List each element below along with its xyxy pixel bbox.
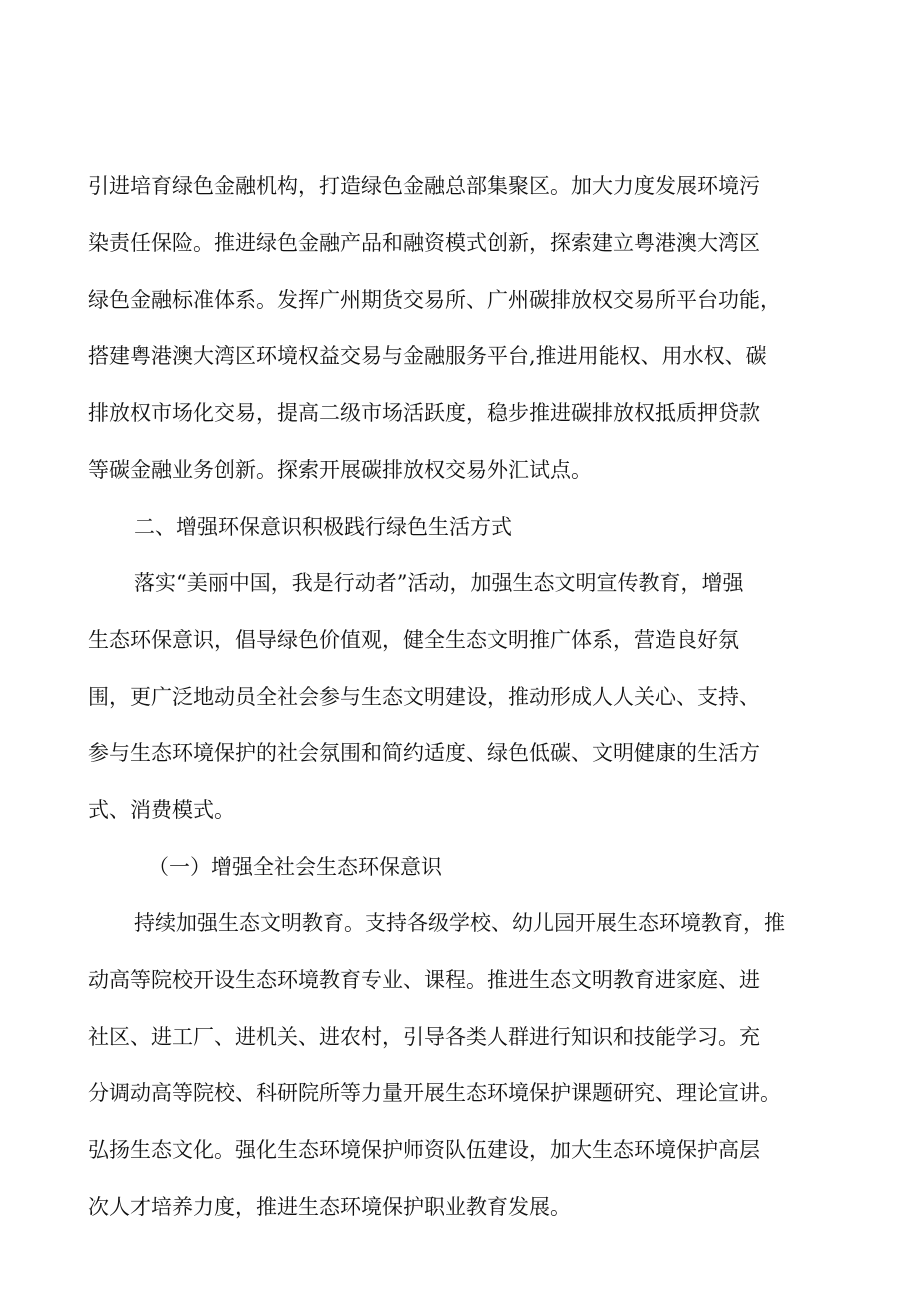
paragraph-line: 次人才培养力度，推进生态环境保护职业教育发展。 bbox=[88, 1195, 571, 1219]
paragraph-line: 围，更广泛地动员全社会参与生态文明建设，推动形成人人关心、支持、 bbox=[88, 685, 760, 709]
paragraph-line: 等碳金融业务创新。探索开展碳排放权交易外汇试点。 bbox=[88, 458, 592, 482]
paragraph-line: 落实“美丽中国，我是行动者”活动，加强生态文明宣传教育，增强 bbox=[134, 571, 744, 595]
section-heading: 二、增强环保意识积极践行绿色生活方式 bbox=[134, 515, 512, 539]
paragraph-line: 分调动高等院校、科研院所等力量开展生态环境保护课题研究、理论宣讲。 bbox=[88, 1081, 781, 1105]
paragraph-line: 持续加强生态文明教育。支持各级学校、幼儿园开展生态环境教育，推 bbox=[134, 911, 785, 935]
paragraph-line: 引进培育绿色金融机构，打造绿色金融总部集聚区。加大力度发展环境污 bbox=[88, 174, 760, 198]
paragraph-line: 绿色金融标准体系。发挥广州期货交易所、广州碳排放权交易所平台功能， bbox=[88, 288, 781, 312]
paragraph-line: 式、消费模式。 bbox=[88, 798, 235, 822]
paragraph-line: 参与生态环境保护的社会氛围和简约适度、绿色低碳、文明健康的生活方 bbox=[88, 741, 760, 765]
paragraph-line: 搭建粤港澳大湾区环境权益交易与金融服务平台,推进用能权、用水权、碳 bbox=[88, 344, 767, 368]
paragraph-line: 弘扬生态文化。强化生态环境保护师资队伍建设，加大生态环境保护高层 bbox=[88, 1138, 760, 1162]
paragraph-line: 排放权市场化交易，提高二级市场活跃度，稳步推进碳排放权抵质押贷款 bbox=[88, 401, 760, 425]
subsection-heading: （一）增强全社会生态环保意识 bbox=[148, 855, 442, 879]
paragraph-line: 社区、进工厂、进机关、进农村，引导各类人群进行知识和技能学习。充 bbox=[88, 1025, 760, 1049]
paragraph-line: 动高等院校开设生态环境教育专业、课程。推进生态文明教育进家庭、进 bbox=[88, 968, 760, 992]
paragraph-line: 染责任保险。推进绿色金融产品和融资模式创新，探索建立粤港澳大湾区 bbox=[88, 231, 760, 255]
paragraph-line: 生态环保意识，倡导绿色价值观，健全生态文明推广体系，营造良好氛 bbox=[88, 628, 739, 652]
